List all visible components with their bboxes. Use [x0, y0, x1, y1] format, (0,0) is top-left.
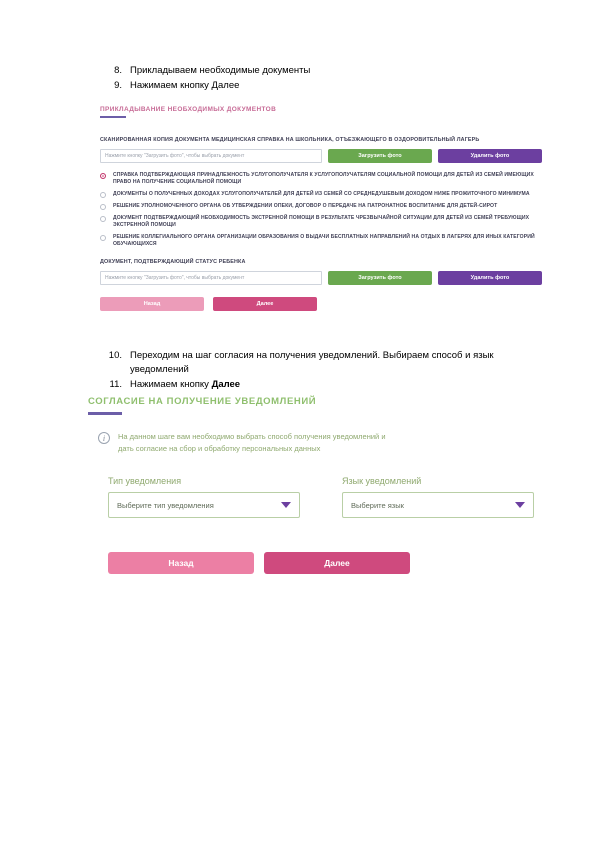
list-item — [100, 378, 540, 392]
info-banner — [98, 431, 558, 454]
consent-form-screenshot — [88, 396, 558, 574]
step-text-plain: Нажимаем кнопку — [130, 379, 212, 390]
radio-icon[interactable] — [100, 173, 106, 179]
delete-photo-button[interactable]: Удалить фото — [438, 149, 542, 163]
back-button[interactable]: Назад — [108, 552, 254, 574]
notification-type-field — [108, 476, 300, 518]
radio-icon[interactable] — [100, 204, 106, 210]
radio-label: ДОКУМЕНТЫ О ПОЛУЧЕННЫХ ДОХОДАХ УСЛУГОПОЛУЧАТЕЛЕЙ ДЛЯ ДЕТЕЙ ИЗ СЕМЕЙ СО СРЕДНЕДУШЕВЫМ ДОХОДОМ НИЖЕ ПРОЖИТОЧНОГО МИНИМУМА — [113, 191, 530, 197]
steps-list-top — [100, 64, 560, 94]
step-text: Нажимаем кнопку Далее — [130, 80, 240, 91]
form-navigation — [100, 297, 560, 311]
list-item — [100, 79, 560, 93]
upload-photo-button[interactable]: Загрузить фото — [328, 271, 432, 285]
documents-form-screenshot — [100, 106, 560, 311]
notification-type-select[interactable] — [108, 492, 300, 518]
radio-label: РЕШЕНИЕ УПОЛНОМОЧЕННОГО ОРГАНА ОБ УТВЕРЖДЕНИИ ОПЕКИ, ДОГОВОР О ПЕРЕДАЧЕ НА ПАТРОНАТНОЕ ВОСПИТАНИЕ ДЛЯ ДЕТЕЙ-СИРОТ — [113, 203, 498, 209]
list-item[interactable] — [100, 215, 560, 229]
consent-navigation — [108, 552, 558, 574]
step-text: Переходим на шаг согласия на получения уведомлений. Выбираем способ и язык уведомлений — [130, 350, 494, 375]
back-button[interactable]: Назад — [100, 297, 204, 311]
notification-language-select[interactable] — [342, 492, 534, 518]
delete-photo-button[interactable]: Удалить фото — [438, 271, 542, 285]
field-label: ДОКУМЕНТ, ПОДТВЕРЖДАЮЩИЙ СТАТУС РЕБЕНКА — [100, 259, 246, 265]
radio-icon[interactable] — [100, 192, 106, 198]
step-number: 10. — [108, 350, 122, 361]
upload-row — [100, 149, 560, 163]
step-number: 11. — [109, 379, 122, 390]
file-path-input[interactable]: Нажмите кнопку "Загрузить фото", чтобы выбрать документ — [100, 149, 322, 163]
documents-section-title: ПРИКЛАДЫВАНИЕ НЕОБХОДИМЫХ ДОКУМЕНТОВ — [100, 106, 277, 113]
list-item — [100, 349, 540, 377]
file-path-input[interactable]: Нажмите кнопку "Загрузить фото", чтобы выбрать документ — [100, 271, 322, 285]
list-item[interactable] — [100, 234, 560, 248]
list-item — [100, 64, 560, 78]
info-icon: i — [98, 432, 110, 444]
step-text — [130, 378, 540, 392]
upload-row — [100, 271, 560, 285]
radio-icon[interactable] — [100, 216, 106, 222]
list-item[interactable] — [100, 172, 560, 186]
upload-field-child-status — [100, 258, 560, 285]
radio-label: СПРАВКА ПОДТВЕРЖДАЮЩАЯ ПРИНАДЛЕЖНОСТЬ УСЛУГОПОЛУЧАТЕЛЯ К УСЛУГОПОЛУЧАТЕЛЯМ СОЦИАЛЬНОЙ ПОМОЩИ ДЛЯ ДЕТЕЙ ИЗ СЕМЕЙ ИМЕЮЩИХ ПРАВО НА ПОЛУЧЕНИЕ СОЦИАЛЬНОЙ ПОМОЩИ — [113, 172, 534, 185]
notification-language-field — [342, 476, 534, 518]
next-button[interactable]: Далее — [264, 552, 410, 574]
field-label: СКАНИРОВАННАЯ КОПИЯ ДОКУМЕНТА МЕДИЦИНСКАЯ СПРАВКА НА ШКОЛЬНИКА, ОТЪЕЗЖАЮЩЕГО В ОЗДОРОВИТЕЛЬНЫЙ ЛАГЕРЬ — [100, 137, 480, 143]
upload-photo-button[interactable]: Загрузить фото — [328, 149, 432, 163]
chevron-down-icon[interactable] — [515, 502, 525, 508]
notification-selects — [108, 476, 558, 518]
document-type-radio-group — [100, 172, 560, 248]
radio-label: РЕШЕНИЕ КОЛЛЕГИАЛЬНОГО ОРГАНА ОРГАНИЗАЦИИ ОБРАЗОВАНИЯ О ВЫДАЧИ БЕСПЛАТНЫХ НАПРАВЛЕНИЙ НА ОТДЫХ В ЛАГЕРЯХ ДЛЯ ИНЫХ КАТЕГОРИЙ ОБУЧАЮЩИХСЯ — [113, 234, 535, 247]
radio-label: ДОКУМЕНТ ПОДТВЕРЖДАЮЩИЙ НЕОБХОДИМОСТЬ ЭКСТРЕННОЙ ПОМОЩИ В РЕЗУЛЬТАТЕ ЧРЕЗВЫЧАЙНОЙ СИТУАЦИИ ДЛЯ ДЕТЕЙ ИЗ СЕМЕЙ ТРЕБУЮЩИХ ЭКСТРЕННОЙ ПОМОЩИ — [113, 215, 530, 228]
section-rule — [100, 116, 126, 118]
select-value: Выберите тип уведомления — [117, 500, 214, 510]
list-item[interactable] — [100, 191, 560, 198]
info-text: На данном шаге вам необходимо выбрать способ получения уведомлений и дать согласие на сбор и обработку персональных данных — [118, 432, 386, 453]
step-text: Прикладываем необходимые документы — [130, 65, 311, 76]
radio-icon[interactable] — [100, 235, 106, 241]
field-label: Тип уведомления — [108, 476, 182, 486]
steps-list-middle — [100, 349, 540, 393]
upload-field-medical — [100, 136, 560, 163]
section-rule — [88, 412, 122, 415]
field-label: Язык уведомлений — [342, 476, 422, 486]
list-item[interactable] — [100, 203, 560, 210]
step-text-bold: Далее — [211, 379, 241, 390]
select-value: Выберите язык — [351, 500, 404, 510]
consent-section-title: СОГЛАСИЕ НА ПОЛУЧЕНИЕ УВЕДОМЛЕНИЙ — [88, 396, 317, 407]
next-button[interactable]: Далее — [213, 297, 317, 311]
chevron-down-icon[interactable] — [281, 502, 291, 508]
step-number: 9. — [114, 80, 122, 91]
step-number: 8. — [114, 65, 122, 76]
